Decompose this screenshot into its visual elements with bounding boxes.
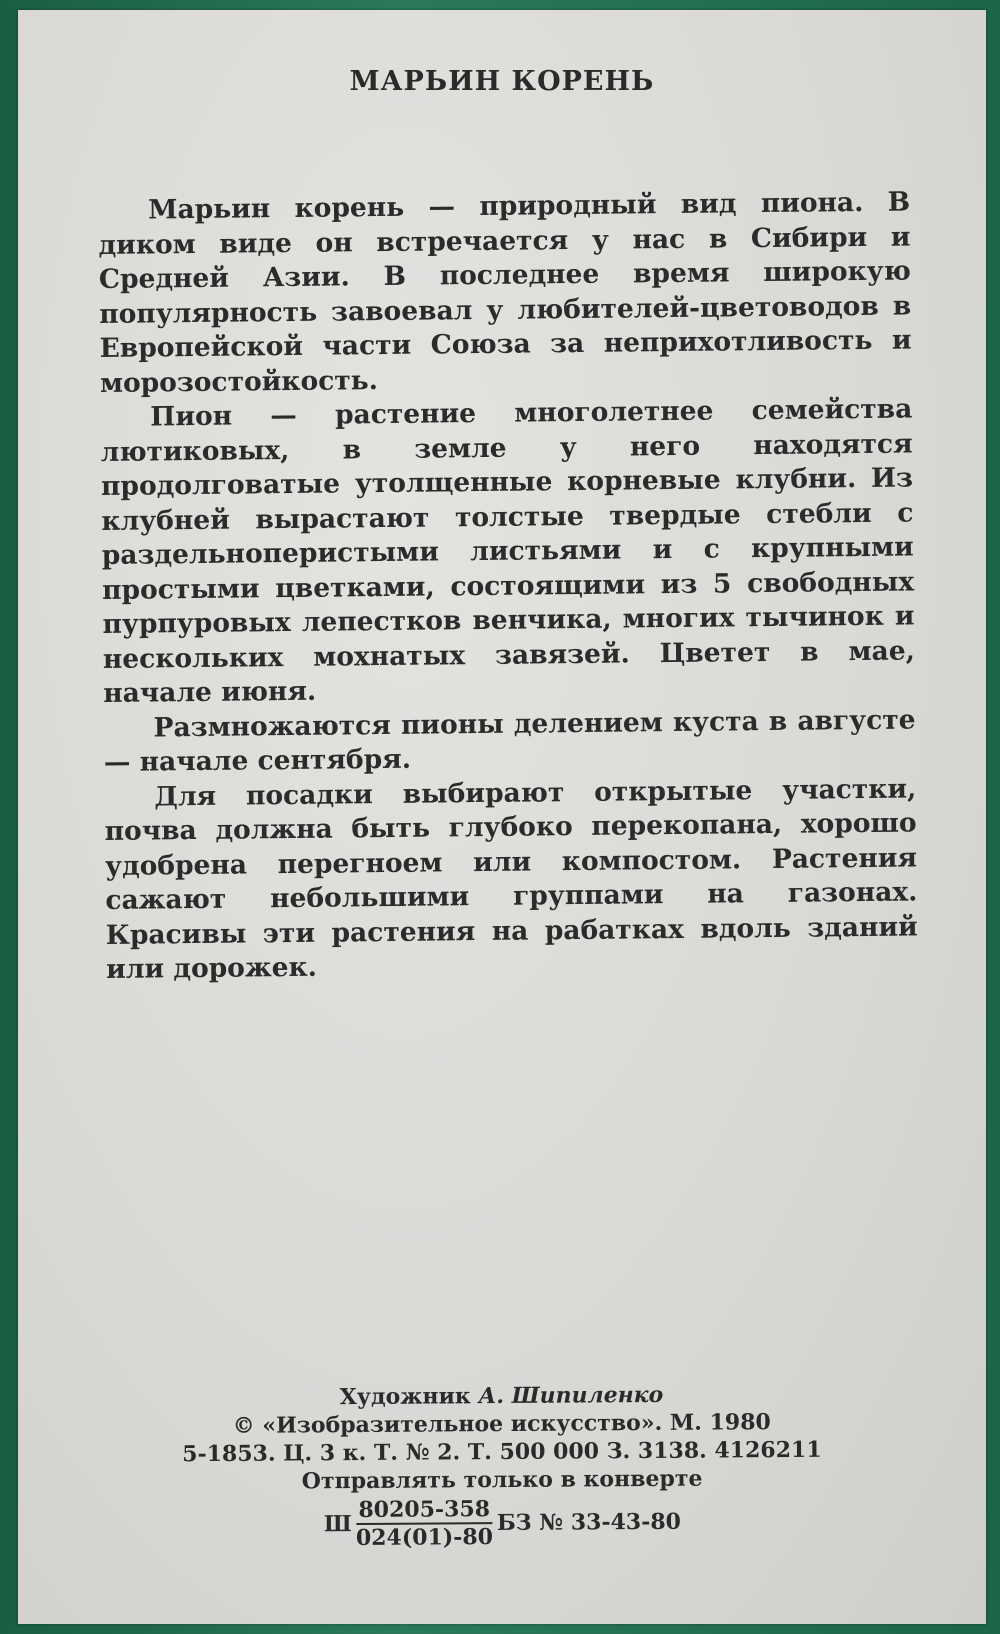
- artist-label: Художник: [339, 1383, 471, 1411]
- paragraph: Марьин корень — природный вид пиона. В диком виде он встречается у нас в Сибири и Средней Азии. В последнее время широкую популярность завоевал у любителей-цветоводов в Европейской части Союза за неприхотливость и морозостойкость.: [98, 186, 912, 399]
- paragraph: Пион — растение многолетнее семейства лютиковых, в земле у него находятся продолговатые утолщенные корневые клубни. Из клубней вырастают толстые твердые стебли с раздельноперистыми листьями и с крупными простыми цветками, состоящими из 5 свободных пурпуровых лепестков венчика, многих тычинок и нескольких мохнатых завязей. Цветет в мае, начале июня.: [100, 393, 915, 709]
- code-denominator: 024(01)-80: [355, 1524, 494, 1552]
- imprint-block: [17, 1379, 986, 1554]
- print-info-line: 5-1853. Ц. 3 к. Т. № 2. Т. 500 000 З. 3138. 4126211: [182, 1436, 822, 1468]
- artist-name: А. Шипиленко: [478, 1381, 664, 1410]
- page-title: МАРЬИН КОРЕНЬ: [349, 66, 655, 97]
- code-fraction: [356, 1496, 493, 1551]
- paragraph: Размножаются пионы делением куста в августе — начале сентября.: [103, 703, 916, 778]
- catalog-codes: [324, 1495, 681, 1551]
- code-prefix: Ш: [323, 1511, 352, 1538]
- article-body: [98, 185, 918, 987]
- copyright-line: © «Изобразительное искусство». М. 1980: [232, 1409, 771, 1439]
- postcard-back: [18, 10, 986, 1624]
- code-numerator: 80205-358: [356, 1496, 492, 1525]
- code-suffix: БЗ № 33-43-80: [496, 1508, 681, 1537]
- paragraph: Для посадки выбирают открытые участки, почва должна быть глубоко перекопана, хорошо удобрена перегноем или компостом. Растения сажают небольшими группами на газонах. Красивы эти растения на рабатках вдоль зданий или дорожек.: [104, 772, 918, 985]
- mailing-note: Отправлять только в конверте: [301, 1465, 703, 1495]
